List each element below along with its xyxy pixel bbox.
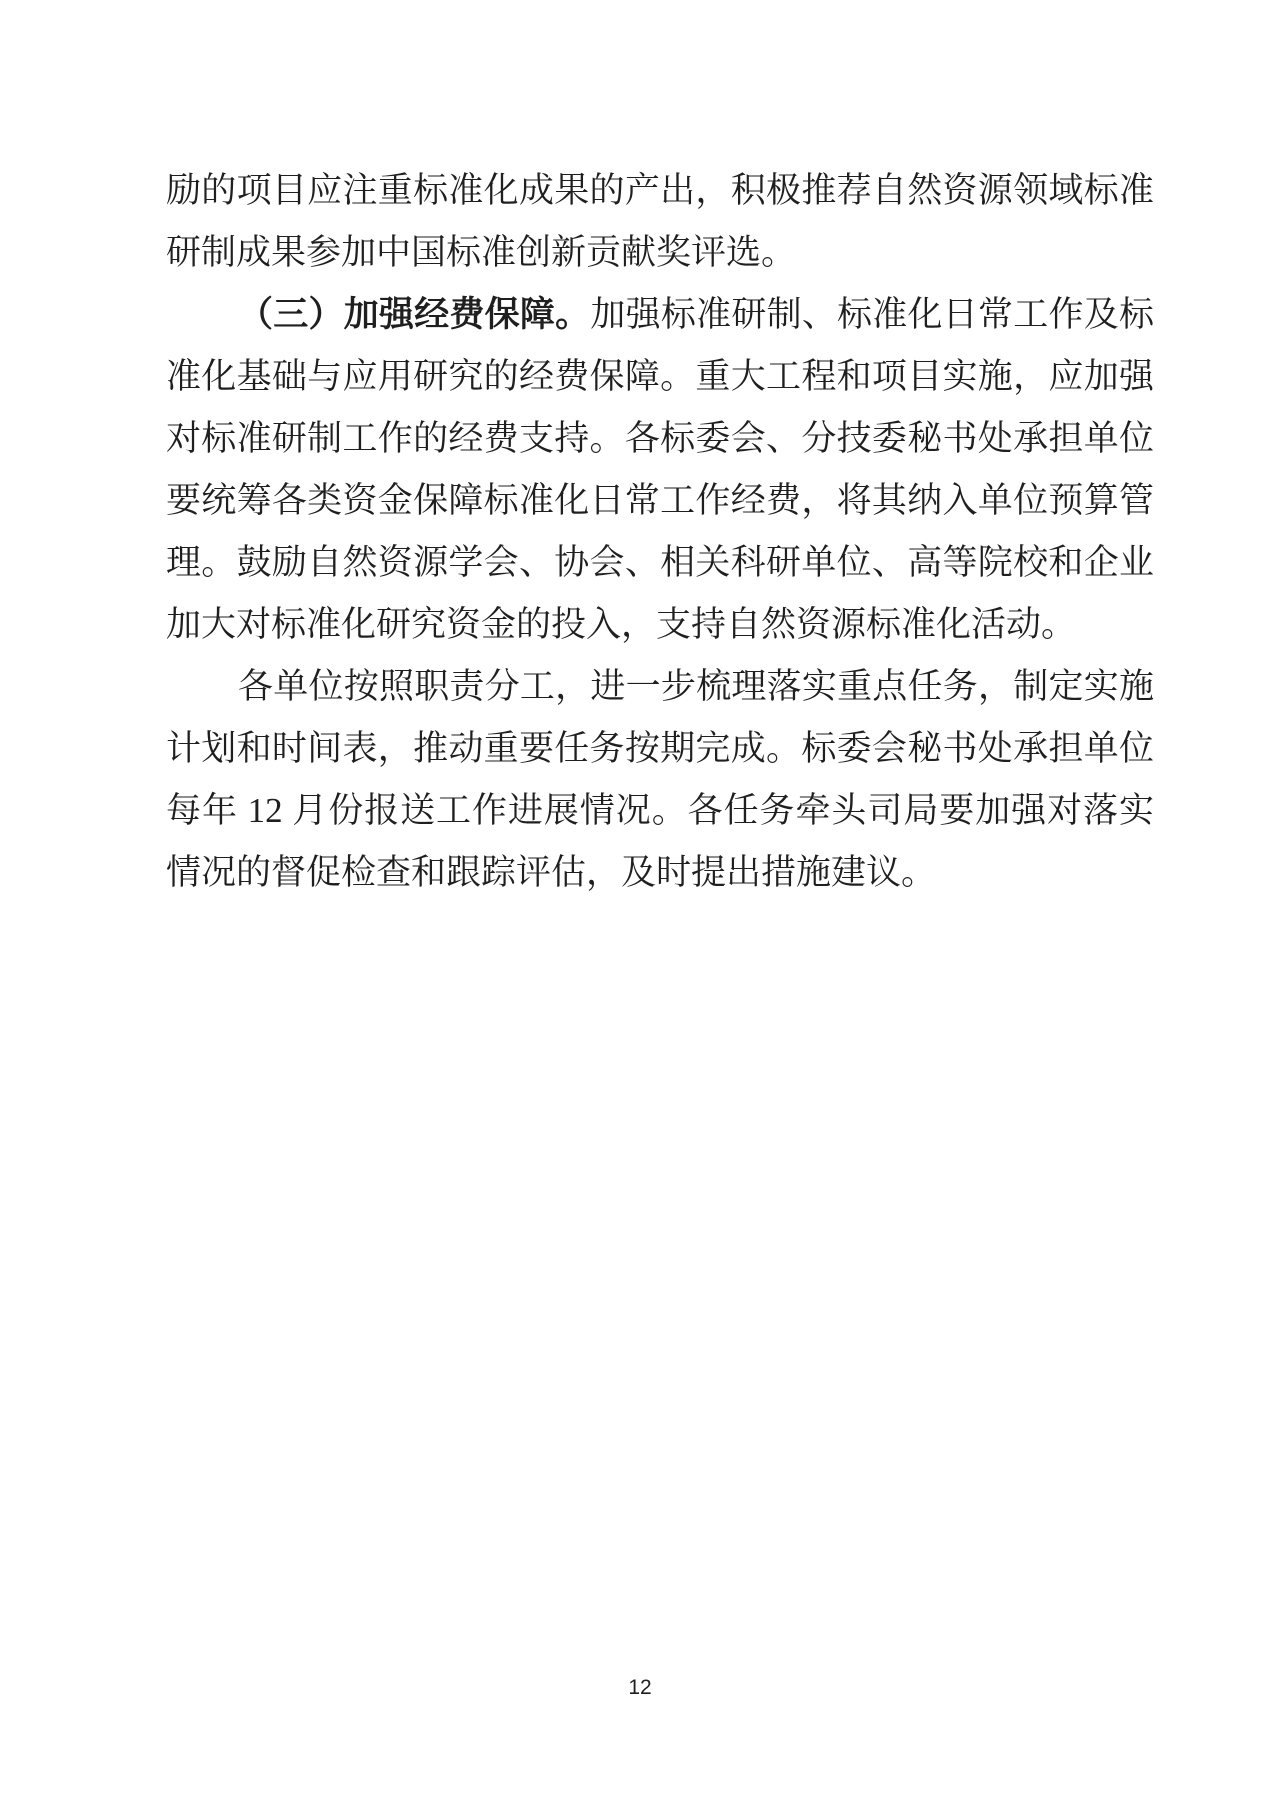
text-line: 对标准研制工作的经费支持。各标委会、分技委秘书处承担单位: [166, 419, 1154, 458]
text-line: 励的项目应注重标准化成果的产出，积极推荐自然资源领域标准: [166, 171, 1154, 210]
text-line: 理。鼓励自然资源学会、协会、相关科研单位、高等院校和企业: [166, 543, 1154, 582]
text-line: 计划和时间表，推动重要任务按期完成。标委会秘书处承担单位: [166, 729, 1154, 768]
text-line: 准化基础与应用研究的经费保障。重大工程和项目实施，应加强: [166, 357, 1154, 396]
text-line-content: 加强标准研制、标准化日常工作及标: [590, 295, 1154, 334]
text-line: 加大对标准化研究资金的投入，支持自然资源标准化活动。: [166, 605, 1077, 644]
section-heading: （三）加强经费保障。: [238, 295, 591, 334]
text-line: 各单位按照职责分工，进一步梳理落实重点任务，制定实施: [238, 667, 1154, 706]
text-line: 要统筹各类资金保障标准化日常工作经费，将其纳入单位预算管: [166, 481, 1154, 520]
document-body: [166, 160, 1154, 904]
text-line: 每年 12 月份报送工作进展情况。各任务牵头司局要加强对落实: [166, 791, 1154, 830]
text-line: [166, 284, 1154, 346]
page-number: 12: [628, 1676, 652, 1699]
text-line: 研制成果参加中国标准创新贡献奖评选。: [166, 233, 797, 272]
text-line: 情况的督促检查和跟踪评估，及时提出措施建议。: [166, 853, 937, 892]
